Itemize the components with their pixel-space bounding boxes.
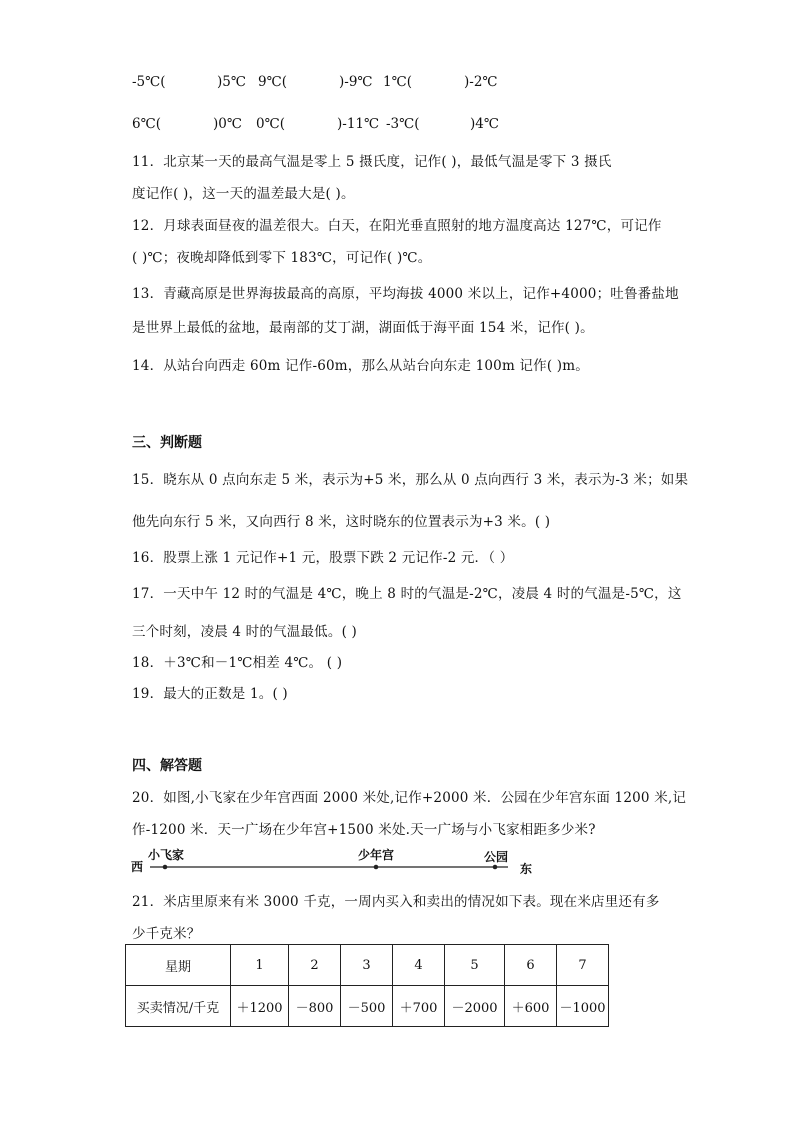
table-cell: －800 [289, 986, 341, 1027]
point-park [493, 865, 498, 870]
table-header-cell: 7 [557, 945, 609, 986]
point-home [163, 865, 168, 870]
table-header-cell: 3 [341, 945, 393, 986]
table-cell: ＋700 [393, 986, 445, 1027]
q16-line1: 16．股票上涨 1 元记作+1 元，股票下跌 2 元记作-2 元．（ ） [132, 550, 514, 566]
q21-line1: 21．米店里原来有米 3000 千克，一周内买入和卖出的情况如下表。现在米店里还有多 [132, 894, 660, 910]
compare-1e: 1℃( [383, 74, 412, 90]
q11-line2: 度记作( )，这一天的温差最大是( )。 [132, 186, 355, 202]
q21-line2: 少千克米？ [132, 926, 201, 942]
q13-line1: 13．青藏高原是世界海拔最高的高原，平均海拔 4000 米以上，记作+4000；吐鲁番盐地 [132, 286, 679, 302]
q12-line2: ( )℃；夜晚却降低到零下 183℃，可记作( )℃。 [132, 250, 432, 266]
compare-1d: )-9℃ [339, 74, 373, 90]
table-header-cell: 6 [505, 945, 557, 986]
table-row [126, 986, 609, 1027]
compare-2b: )0℃ [213, 116, 242, 132]
point-youth-palace [374, 865, 379, 870]
q17-line2: 三个时刻，凌晨 4 时的气温最低。( ) [132, 624, 357, 640]
section-3-title: 三、判断题 [132, 435, 202, 451]
q14-line1: 14．从站台向西走 60m 记作-60m，那么从站台向东走 100m 记作( )m。 [132, 358, 589, 374]
q19-line1: 19．最大的正数是 1。( ) [132, 686, 288, 702]
table-header-cell: 1 [231, 945, 289, 986]
compare-2f: )4℃ [470, 116, 499, 132]
table-cell: －500 [341, 986, 393, 1027]
q20-line1: 20．如图,小飞家在少年宫西面 2000 米处,记作+2000 米．公园在少年宫东面 1200 米,记 [132, 790, 687, 806]
q20-line2: 作-1200 米．天一广场在少年宫+1500 米处.天一广场与小飞家相距多少米? [132, 822, 596, 838]
table-cell: －2000 [445, 986, 505, 1027]
table-header-cell: 星期 [126, 945, 231, 986]
label-park: 公园 [484, 850, 509, 864]
q15-line1: 15．晓东从 0 点向东走 5 米，表示为+5 米，那么从 0 点向西行 3 米，表示为-3 米；如果 [132, 472, 689, 488]
table-header-cell: 2 [289, 945, 341, 986]
compare-2a: 6℃( [132, 116, 161, 132]
west-label: 西 [131, 860, 144, 874]
section-4-title: 四、解答题 [132, 758, 202, 774]
label-youth-palace: 少年宫 [358, 848, 395, 862]
table-header-cell: 5 [445, 945, 505, 986]
number-line-axis [140, 855, 520, 875]
q17-line1: 17．一天中午 12 时的气温是 4℃，晚上 8 时的气温是-2℃，凌晨 4 时的气温是-5℃，这 [132, 586, 682, 602]
compare-2d: )-11℃ [337, 116, 380, 132]
table-cell: ＋1200 [231, 986, 289, 1027]
table-header-cell: 4 [393, 945, 445, 986]
q18-line1: 18．＋3℃和－1℃相差 4℃。 ( ) [132, 655, 343, 671]
compare-1f: )-2℃ [464, 74, 498, 90]
compare-1b: )5℃ [217, 74, 246, 90]
compare-1c: 9℃( [258, 74, 287, 90]
east-label: 东 [520, 862, 533, 876]
table-header-row [126, 945, 609, 986]
table-cell: －1000 [557, 986, 609, 1027]
compare-2c: 0℃( [256, 116, 285, 132]
q15-line2: 他先向东行 5 米，又向西行 8 米，这时晓东的位置表示为+3 米。( ) [132, 514, 551, 530]
q11-line1: 11．北京某一天的最高气温是零上 5 摄氏度，记作( )，最低气温是零下 3 摄氏 [132, 154, 612, 170]
compare-1a: -5℃( [132, 74, 166, 90]
table-cell: ＋600 [505, 986, 557, 1027]
compare-2e: -3℃( [386, 116, 420, 132]
table-cell: 买卖情况/千克 [126, 986, 231, 1027]
label-home: 小飞家 [148, 848, 185, 862]
q13-line2: 是世界上最低的盆地，最南部的艾丁湖，湖面低于海平面 154 米，记作( )。 [132, 320, 594, 336]
rice-trade-table [125, 944, 609, 1027]
q12-line1: 12．月球表面昼夜的温差很大。白天，在阳光垂直照射的地方温度高达 127℃，可记作 [132, 218, 662, 234]
